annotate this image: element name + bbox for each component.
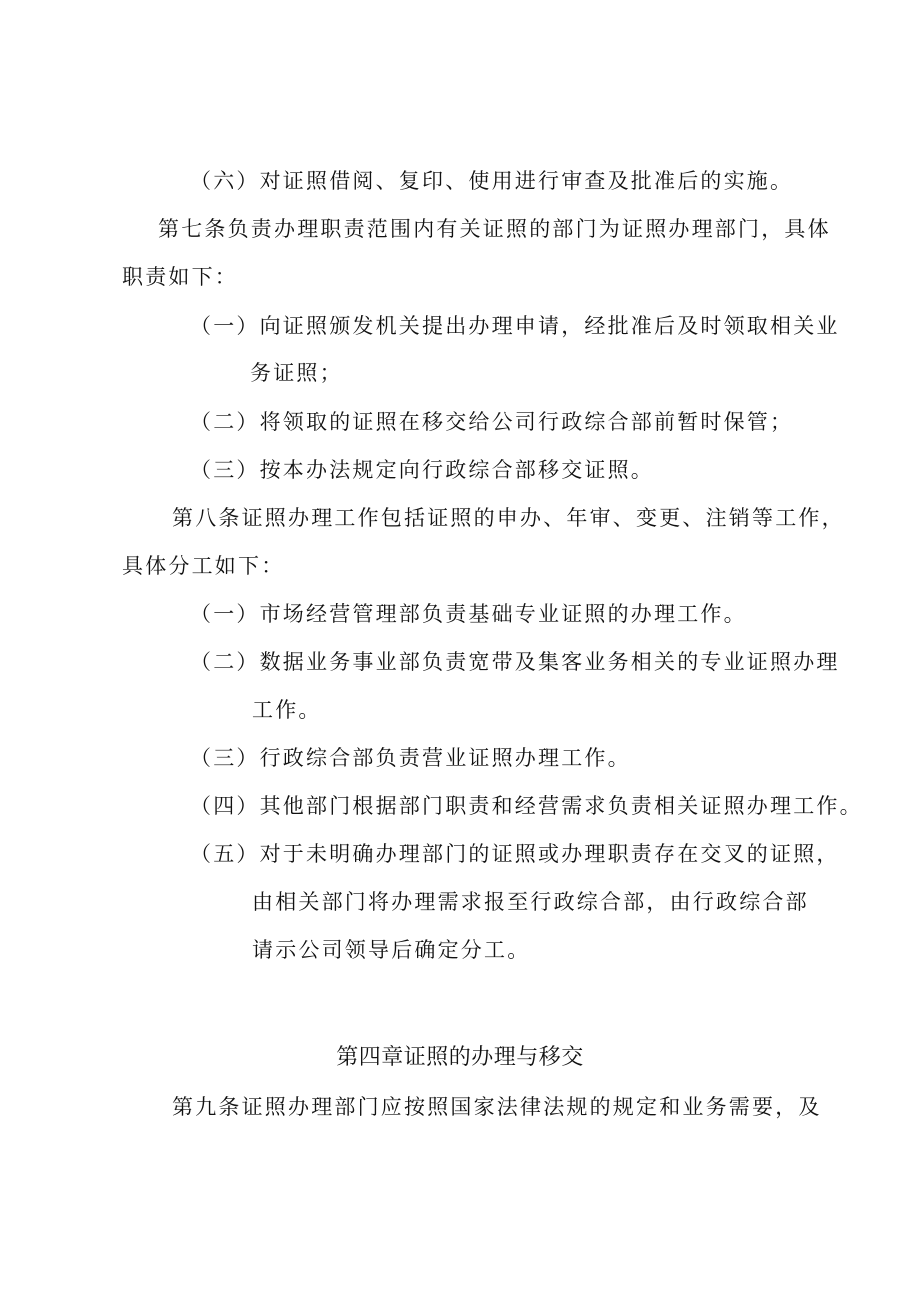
article-7-text-cont: 职责如下：: [122, 265, 238, 289]
article-8-item-5-cont-2: 请示公司领导后确定分工。: [252, 938, 531, 962]
article-7-item-1-cont: 务证照；: [250, 361, 343, 385]
article-8-text: 第八条证照办理工作包括证照的申办、年审、变更、注销等工作，: [172, 506, 845, 530]
article-8-item-4: （四）其他部门根据部门职责和经营需求负责相关证照办理工作。: [190, 794, 863, 818]
article-8-item-1: （一）市场经营管理部负责基础专业证照的办理工作。: [190, 602, 747, 626]
article-7-item-1: （一）向证照颁发机关提出办理申请，经批准后及时领取相关业: [190, 314, 840, 338]
article-8-text-cont: 具体分工如下：: [122, 554, 285, 578]
article-8-item-3: （三）行政综合部负责营业证照办理工作。: [190, 746, 631, 770]
chapter-heading: 第四章证照的办理与移交: [336, 1045, 584, 1070]
article-7-item-3: （三）按本办法规定向行政综合部移交证照。: [190, 458, 654, 482]
clause-6-item: （六）对证照借阅、复印、使用进行审查及批准后的实施。: [190, 169, 794, 193]
article-7-item-2: （二）将领取的证照在移交给公司行政综合部前暂时保管；: [190, 410, 794, 434]
article-8-item-5-cont-1: 由相关部门将办理需求报至行政综合部，由行政综合部: [252, 890, 809, 914]
article-8-item-2: （二）数据业务事业部负责宽带及集客业务相关的专业证照办理: [190, 650, 840, 674]
article-7-text: 第七条负责办理职责范围内有关证照的部门为证照办理部门，具体: [158, 217, 831, 241]
article-8-item-5: （五）对于未明确办理部门的证照或办理职责存在交叉的证照，: [190, 842, 840, 866]
article-9-text: 第九条证照办理部门应按照国家法律法规的规定和业务需要，及: [172, 1095, 822, 1119]
article-8-item-2-cont: 工作。: [252, 698, 322, 722]
